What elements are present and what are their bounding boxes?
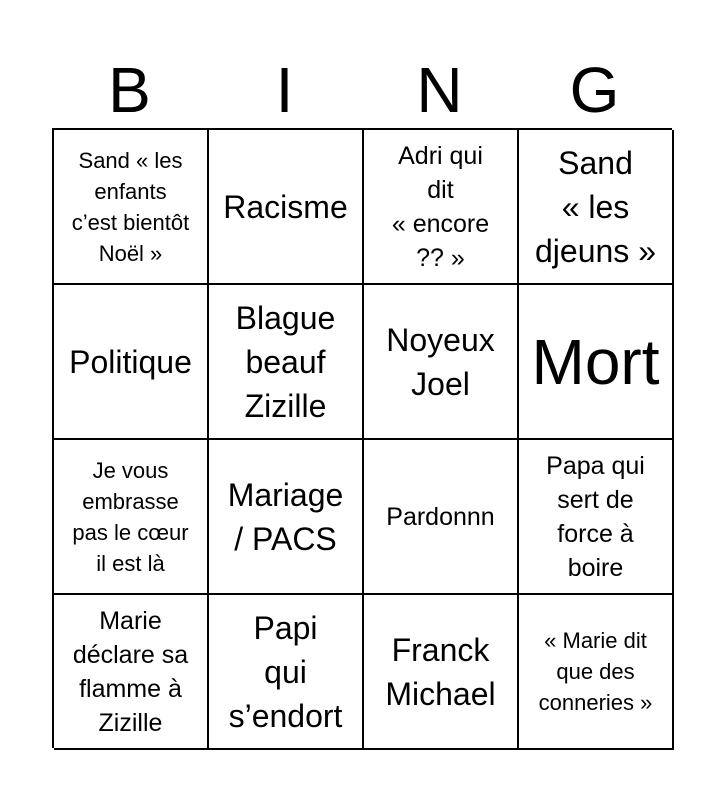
bingo-cell-1[interactable] [54,130,209,285]
bingo-cell-14[interactable] [209,595,364,750]
bingo-cell-9[interactable] [54,440,209,595]
bingo-cell-text: Franck Michael [385,631,496,712]
bingo-cell-text: Adri qui dit « encore ?? » [391,141,490,272]
header-letter-n: N [416,54,463,126]
bingo-cell-text: Pardonnn [386,502,495,531]
bingo-cell-text: Noyeux Joel [386,321,495,402]
bingo-cell-text: Marie déclare sa flamme à Zizille [72,606,189,737]
bingo-cell-16[interactable] [519,595,674,750]
header-letter-i: I [275,54,294,126]
bingo-cell-11[interactable] [364,440,519,595]
bingo-cell-7[interactable] [364,285,519,440]
bingo-cell-10[interactable] [209,440,364,595]
bingo-cell-text: Sand « les djeuns » [535,144,656,269]
bingo-cell-text: Politique [69,343,192,380]
bingo-cell-6[interactable] [209,285,364,440]
bingo-cell-text: Je vous embrasse pas le cœur il est là [72,457,189,576]
bingo-cell-8[interactable] [519,285,674,440]
bingo-cell-text: Sand « les enfants c’est bientôt Noël » [71,147,190,266]
bingo-cell-text: Blague beauf Zizille [235,299,336,424]
bingo-cell-text: Mort [531,325,660,398]
bingo-cell-4[interactable] [519,130,674,285]
header-letter-g: G [569,54,620,126]
bingo-cell-text: Racisme [223,188,348,225]
bingo-cell-2[interactable] [209,130,364,285]
bingo-header [52,52,672,128]
bingo-cell-text: « Marie dit que des conneries » [538,628,653,715]
bingo-cell-12[interactable] [519,440,674,595]
bingo-cell-15[interactable] [364,595,519,750]
bingo-grid [52,128,672,748]
header-letter-b: B [108,54,151,126]
bingo-cell-13[interactable] [54,595,209,750]
bingo-cell-text: Mariage / PACS [227,476,344,557]
bingo-cell-text: Papi qui s’endort [228,609,343,734]
bingo-cell-5[interactable] [54,285,209,440]
bingo-cell-3[interactable] [364,130,519,285]
bingo-cell-text: Papa qui sert de force à boire [546,451,645,582]
